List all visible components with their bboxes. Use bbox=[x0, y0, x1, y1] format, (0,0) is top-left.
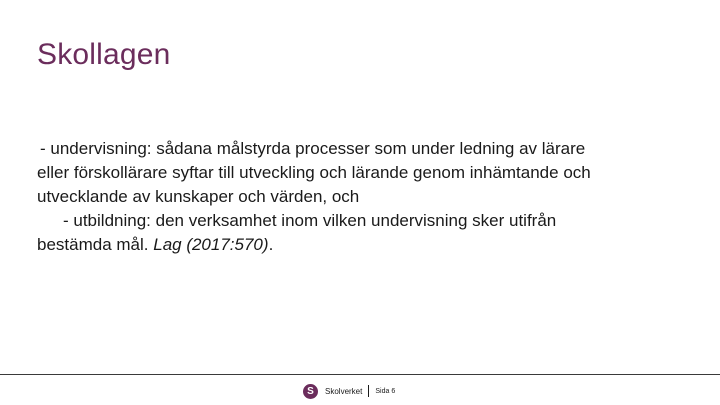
footer bbox=[303, 383, 395, 399]
body-line-5-end: . bbox=[268, 235, 274, 254]
logo-text: Skolverket bbox=[325, 386, 363, 396]
law-reference: Lag (2017:570) bbox=[153, 235, 269, 254]
page-number: Sida 6 bbox=[375, 387, 396, 395]
body-line-1: - undervisning: sådana målstyrda processer som under ledning av lärare bbox=[40, 139, 586, 158]
body-line-2: eller förskollärare syftar till utveckling och lärande genom inhämtande och bbox=[37, 163, 591, 182]
footer-divider-line bbox=[0, 374, 720, 375]
body-line-5 bbox=[37, 233, 697, 257]
skolverket-logo-icon: S bbox=[303, 384, 318, 399]
slide-title: Skollagen bbox=[37, 38, 171, 71]
body-line-5-text: bestämda mål. bbox=[37, 235, 154, 254]
body-line-3: utvecklande av kunskaper och värden, och bbox=[37, 187, 360, 206]
footer-separator bbox=[368, 385, 369, 397]
slide-body bbox=[37, 137, 697, 257]
body-line-4: - utbildning: den verksamhet inom vilken undervisning sker utifrån bbox=[63, 211, 557, 230]
